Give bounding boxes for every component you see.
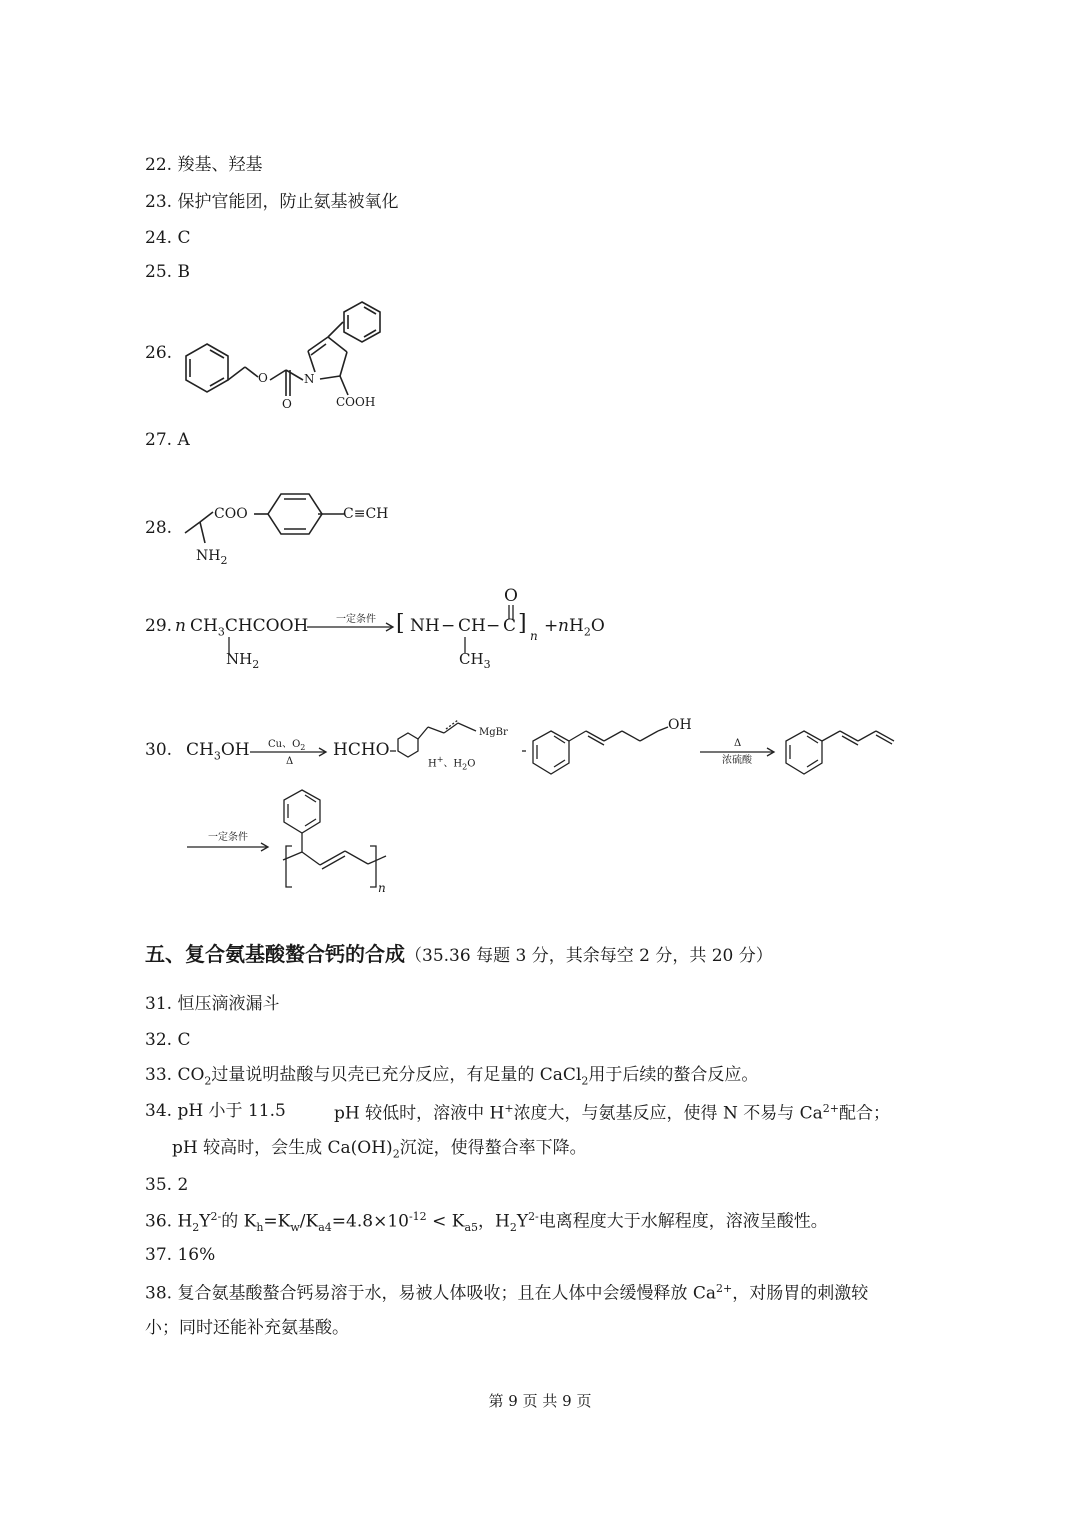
section-5-heading: 五、复合氨基酸螯合钙的合成（35.36 每题 3 分，其余每空 2 分，共 20 分） — [145, 942, 773, 966]
answer-24: 24. C — [145, 228, 191, 248]
answer-31: 31. 恒压滴液漏斗 — [145, 994, 280, 1014]
structure-28-coo: COO — [214, 506, 248, 522]
q30-grignard-mgbr: MgBr — [479, 727, 508, 738]
answer-22: 22. 羧基、羟基 — [145, 155, 263, 175]
q30-diene — [786, 731, 894, 774]
q29-reactant: $CH_3CHCOOH$ — [190, 616, 309, 639]
q29-product-dash2: − — [486, 616, 501, 636]
answer-34-reason: pH 较低时，溶液中 H+浓度大，与氨基反应，使得 N 不易与 $Ca^{2+}$配合； — [334, 1102, 891, 1124]
q29-product-o: O — [504, 586, 518, 606]
structure-28-nh2: $NH_2$ — [196, 548, 228, 567]
structure-28-bonds — [185, 494, 344, 543]
q30-polymer — [283, 790, 386, 887]
structure-28-ethynyl: C≡CH — [343, 506, 389, 522]
q30-formaldehyde: HCHO — [333, 740, 390, 760]
structure-26-cooh: COOH — [336, 395, 376, 409]
answer-26-label: 26. — [145, 343, 173, 363]
q30-alcohol — [522, 727, 668, 774]
q30-polymer-subscript-n: n — [378, 881, 386, 895]
q30-condition2-bottom: H+、$H_2O$ — [428, 755, 476, 772]
q29-condition: 一定条件 — [336, 614, 376, 625]
answer-38-line2: 小；同时还能补充氨基酸。 — [145, 1318, 349, 1338]
q29-product-nh: NH — [410, 616, 440, 636]
q29-bracket-right: ] — [518, 611, 527, 636]
answer-33: 33. $CO_2$过量说明盐酸与贝壳已充分反应，有足量的 CaCl$_2$用于后续的螯合反应。 — [145, 1065, 759, 1088]
q30-condition1-top: Cu、$O_2$ — [268, 739, 306, 752]
structure-26-bonds — [186, 302, 380, 396]
q30-condition3-bottom: 浓硫酸 — [722, 755, 752, 766]
q30-alcohol-oh: OH — [668, 717, 692, 733]
q30-grignard-reagent — [390, 720, 476, 757]
structure-26-n: N — [304, 372, 315, 386]
q29-water: $H_2O$ — [569, 616, 605, 639]
q30-condition3-top: Δ — [734, 738, 742, 749]
answer-30-label: 30. — [145, 740, 173, 760]
q30-condition4-top: 一定条件 — [208, 832, 248, 843]
structure-26-o-carbonyl: O — [282, 397, 292, 411]
q29-coefficient-n2: n — [558, 616, 569, 636]
structure-26-o-ester: O — [258, 371, 268, 385]
answer-32: 32. C — [145, 1030, 191, 1050]
q29-plus: + — [544, 616, 559, 636]
q29-product-ch: CH — [458, 616, 486, 636]
q29-product-dash1: − — [441, 616, 456, 636]
answer-35: 35. 2 — [145, 1175, 189, 1195]
page-footer: 第 9 页 共 9 页 — [488, 1392, 592, 1410]
q30-arrows — [187, 748, 774, 851]
answer-29-label: 29. — [145, 616, 173, 636]
answer-38-line1: 38. 复合氨基酸螯合钙易溶于水，易被人体吸收；且在人体中会缓慢释放 $Ca^{2+}$，对肠胃的刺激较 — [145, 1282, 869, 1304]
q29-bracket-left: [ — [396, 611, 405, 636]
q29-product-c: C — [503, 616, 517, 636]
answer-36: 36. $H_2Y^{2-}$的 $K_h=K_w/K_{a4}=4.8\times 10^{-12} < K_{a5}$，$H_2Y^{2-}$电离程度大于水解程度，溶液呈酸性。 — [145, 1210, 828, 1235]
q29-subscript-n: n — [530, 629, 538, 643]
q29-reactant-nh2: $NH_2$ — [226, 650, 260, 671]
answer-34-line2: pH 较高时，会生成 $Ca(OH)_2$沉淀，使得螯合率下降。 — [172, 1138, 587, 1161]
q30-methanol: $CH_3OH$ — [186, 740, 250, 763]
q30-condition1-bottom: Δ — [286, 756, 294, 767]
q29-product-ch3: $CH_3$ — [459, 650, 491, 671]
answer-25: 25. B — [145, 262, 190, 282]
answer-23: 23. 保护官能团，防止氨基被氧化 — [145, 192, 399, 212]
answer-27: 27. A — [145, 430, 190, 450]
q29-coefficient-n: n — [175, 616, 186, 636]
answer-37: 37. 16% — [145, 1245, 216, 1265]
answer-28-label: 28. — [145, 518, 173, 538]
answer-34-value: 34. pH 小于 11.5 — [145, 1101, 286, 1121]
